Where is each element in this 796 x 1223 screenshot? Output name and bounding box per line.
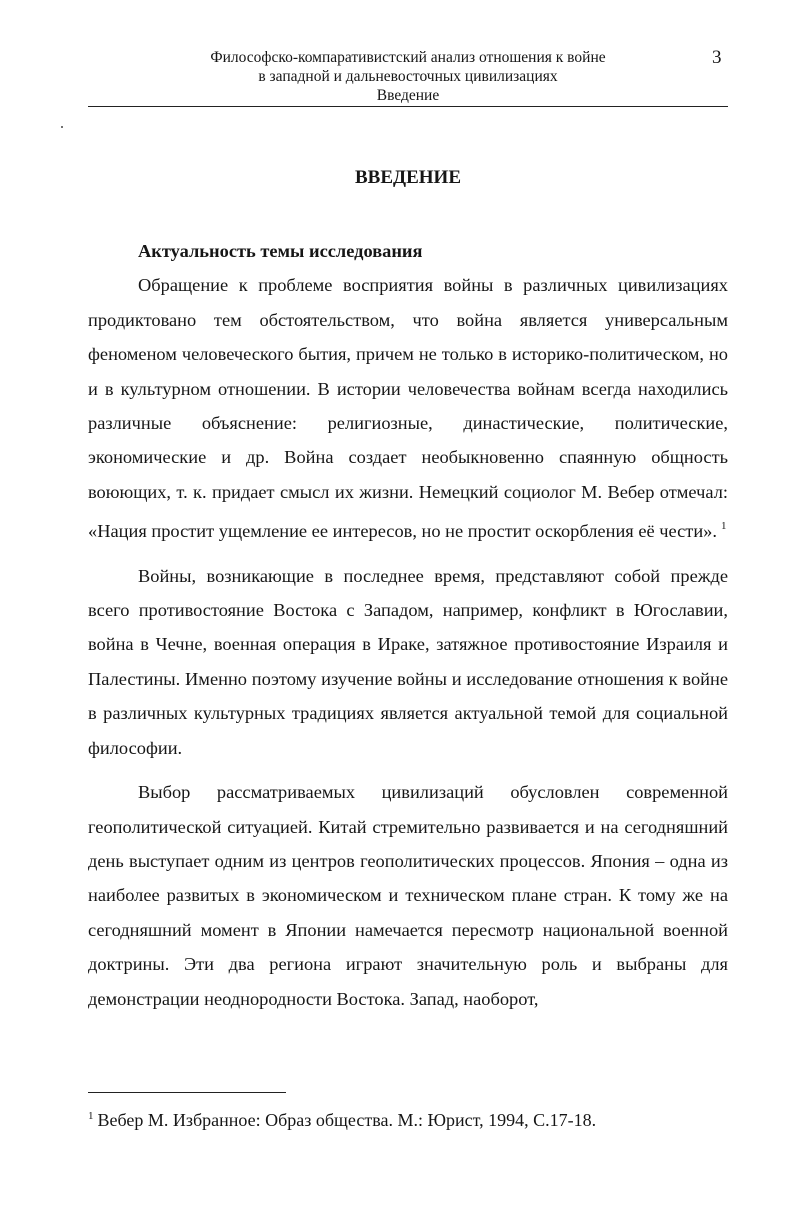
paragraph-1-text: Обращение к проблеме восприятия войны в различных цивилизациях продиктовано тем обстоятельством, что война является универсальным феноменом человеческого бытия, причем не только в историко-политическом, но и в культурном отношении. В истории человечества войнам всегда находились различные объяснение: религиозные, династические, политические, экономические и др. Война создает необыкновенно спаянную общность воюющих, т. к. придает смысл их жизни. Немецкий социолог М. Вебер отмечал: «Нация простит ущемление ее интересов, но не простит оскорбления её чести». <box>88 275 728 542</box>
running-header <box>88 48 728 105</box>
header-divider <box>88 106 728 107</box>
paragraph-1 <box>88 268 728 548</box>
section-subheading: Актуальность темы исследования <box>138 241 423 261</box>
footnote-marker: 1 <box>88 1110 94 1122</box>
header-line-1: Философско-компаративистский анализ отношения к войне <box>210 49 606 66</box>
paragraph-3: Выбор рассматриваемых цивилизаций обусловлен современной геополитической ситуацией. Китай стремительно развивается и на сегодняшний день выступает одним из центров геополитических процессов. Япония – одна из наиболее развитых в экономическом и техническом плане стран. К тому же на сегодняшний момент в Японии намечается пересмотр национальной военной доктрины. Эти два региона играют значительную роль и выбраны для демонстрации неоднородности Востока. Запад, наоборот, <box>88 782 728 1009</box>
footnote <box>88 1104 728 1132</box>
header-line-3: Введение <box>376 87 440 104</box>
footnote-divider <box>88 1092 286 1093</box>
paragraph-2: Войны, возникающие в последнее время, представляют собой прежде всего противостояние Востока с Западом, например, конфликт в Югославии, война в Чечне, военная операция в Ираке, затяжное противостояние Израиля и Палестины. Именно поэтому изучение войны и исследование отношения к войне в различных культурных традициях является актуальной темой для социальной философии. <box>88 565 728 758</box>
header-line-2: в западной и дальневосточных цивилизациях <box>258 68 558 85</box>
page-number: 3 <box>712 47 722 68</box>
footnote-reference[interactable]: 1 <box>720 520 727 533</box>
main-text <box>88 234 728 1016</box>
footnote-text: Вебер М. Избранное: Образ общества. М.: Юрист, 1994, С.17-18. <box>97 1110 597 1130</box>
scan-speck <box>61 126 63 128</box>
page-title: ВВЕДЕНИЕ <box>355 167 461 188</box>
